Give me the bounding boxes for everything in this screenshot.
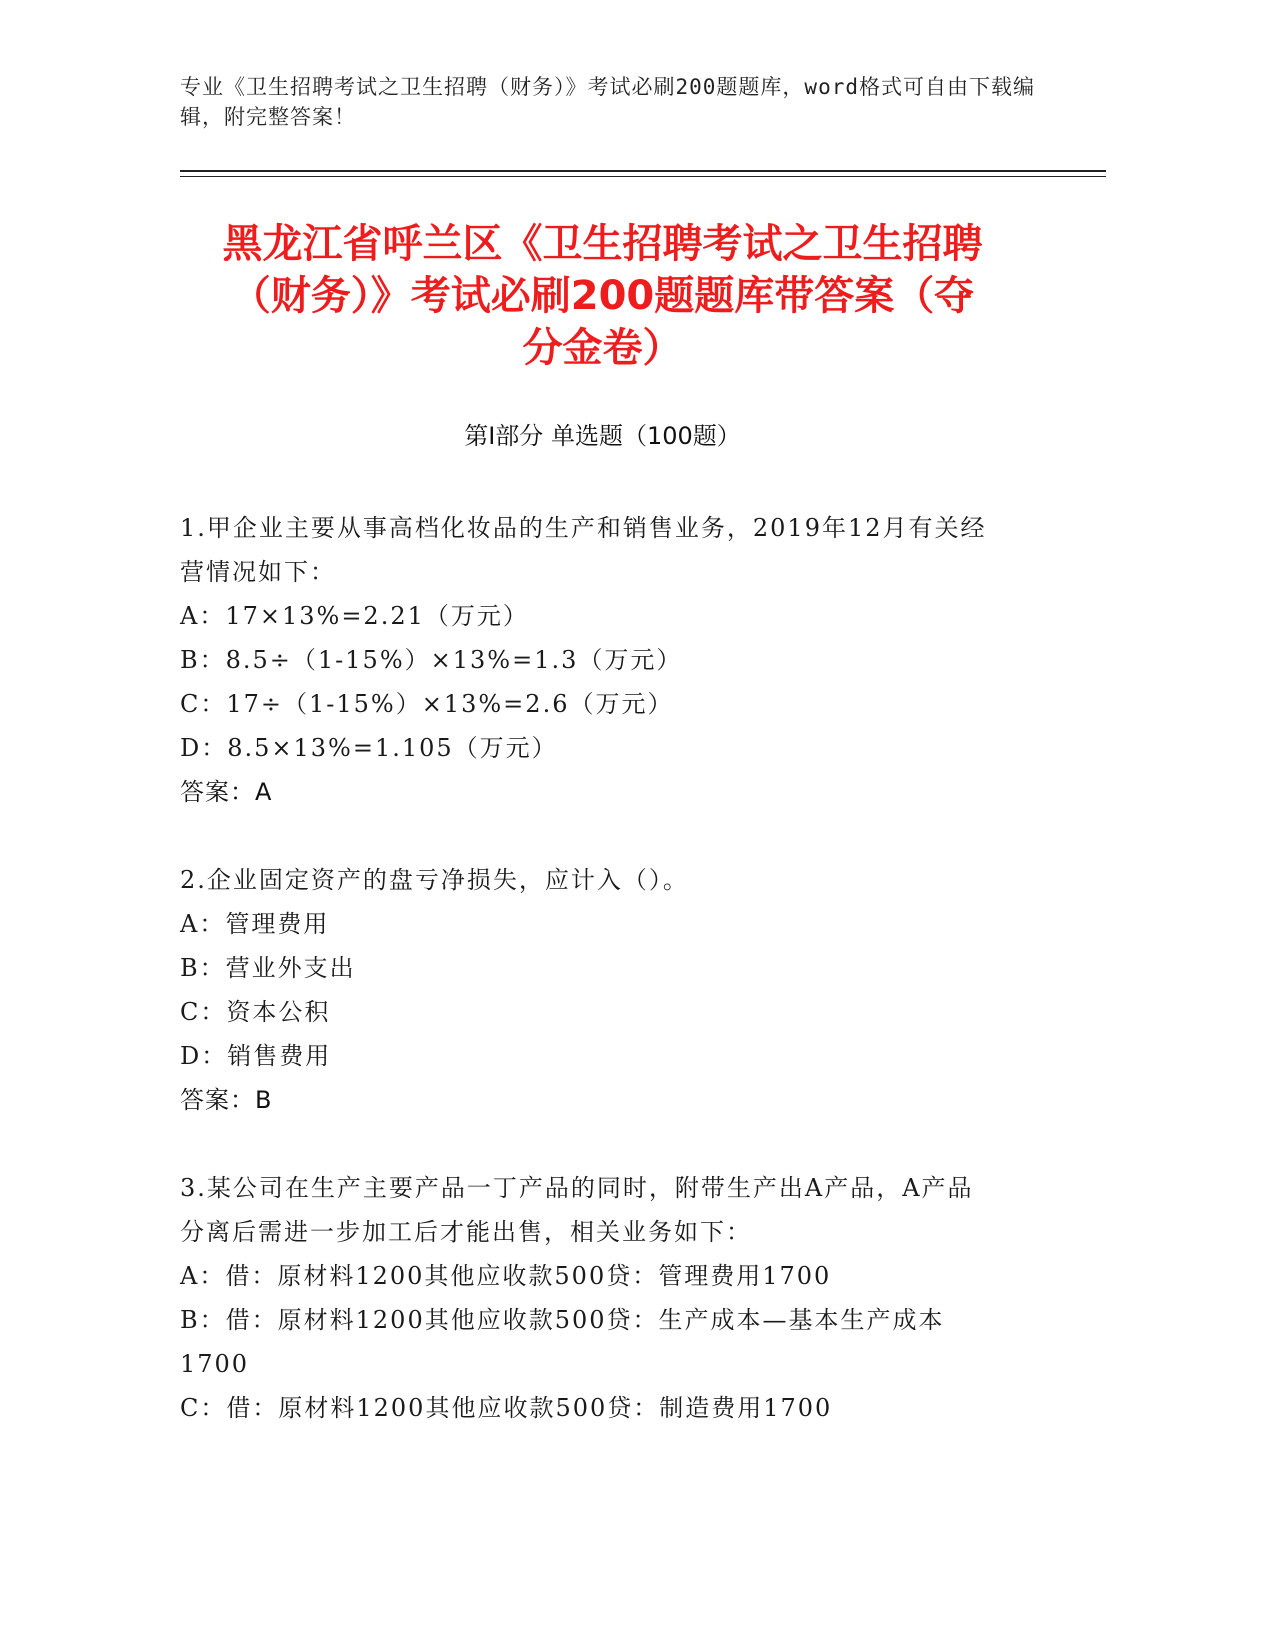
- question-stem-line: 分离后需进一步加工后才能出售，相关业务如下：: [180, 1218, 752, 1246]
- option-b-continued: 1700: [180, 1350, 250, 1378]
- question-1: [180, 506, 1040, 814]
- title-line-2: （财务）》考试必刷200题题库带答案（夺: [230, 273, 975, 319]
- question-list: [180, 506, 1040, 1474]
- title-line-1: 黑龙江省呼兰区《卫生招聘考试之卫生招聘: [222, 221, 983, 267]
- option-a: A：17×13%=2.21（万元）: [180, 602, 529, 630]
- option-c: C：17÷（1-15%）×13%=2.6（万元）: [180, 690, 674, 718]
- header-note: 专业《卫生招聘考试之卫生招聘（财务）》考试必刷200题题库，word格式可自由下载编辑，附完整答案！: [180, 75, 1035, 129]
- section-title: 第Ⅰ部分 单选题（100题）: [464, 422, 741, 450]
- document-title: [180, 218, 1025, 374]
- question-stem-line: 1.甲企业主要从事高档化妆品的生产和销售业务，2019年12月有关经: [180, 514, 987, 542]
- question-stem-line: 营情况如下：: [180, 558, 336, 586]
- option-c: C：资本公积: [180, 998, 331, 1026]
- title-line-3: 分金卷）: [522, 325, 683, 371]
- option-d: D：销售费用: [180, 1042, 332, 1070]
- option-a: A：管理费用: [180, 910, 330, 938]
- header-rule-thick: [180, 170, 1106, 172]
- question-stem-line: 2.企业固定资产的盘亏净损失，应计入（）。: [180, 866, 689, 894]
- option-b: B：营业外支出: [180, 954, 356, 982]
- option-c: C：借：原材料1200其他应收款500贷：制造费用1700: [180, 1394, 833, 1422]
- answer: 答案：A: [180, 778, 273, 806]
- option-d: D：8.5×13%=1.105（万元）: [180, 734, 558, 762]
- answer: 答案：B: [180, 1086, 273, 1114]
- option-a: A：借：原材料1200其他应收款500贷：管理费用1700: [180, 1262, 832, 1290]
- question-2: [180, 858, 1040, 1122]
- question-stem-line: 3.某公司在生产主要产品一丁产品的同时，附带生产出A产品，A产品: [180, 1174, 974, 1202]
- option-b: B：借：原材料1200其他应收款500贷：生产成本—基本生产成本: [180, 1306, 945, 1334]
- header-rule-thin: [180, 176, 1106, 177]
- question-3: [180, 1166, 1040, 1430]
- option-b: B：8.5÷（1-15%）×13%=1.3（万元）: [180, 646, 683, 674]
